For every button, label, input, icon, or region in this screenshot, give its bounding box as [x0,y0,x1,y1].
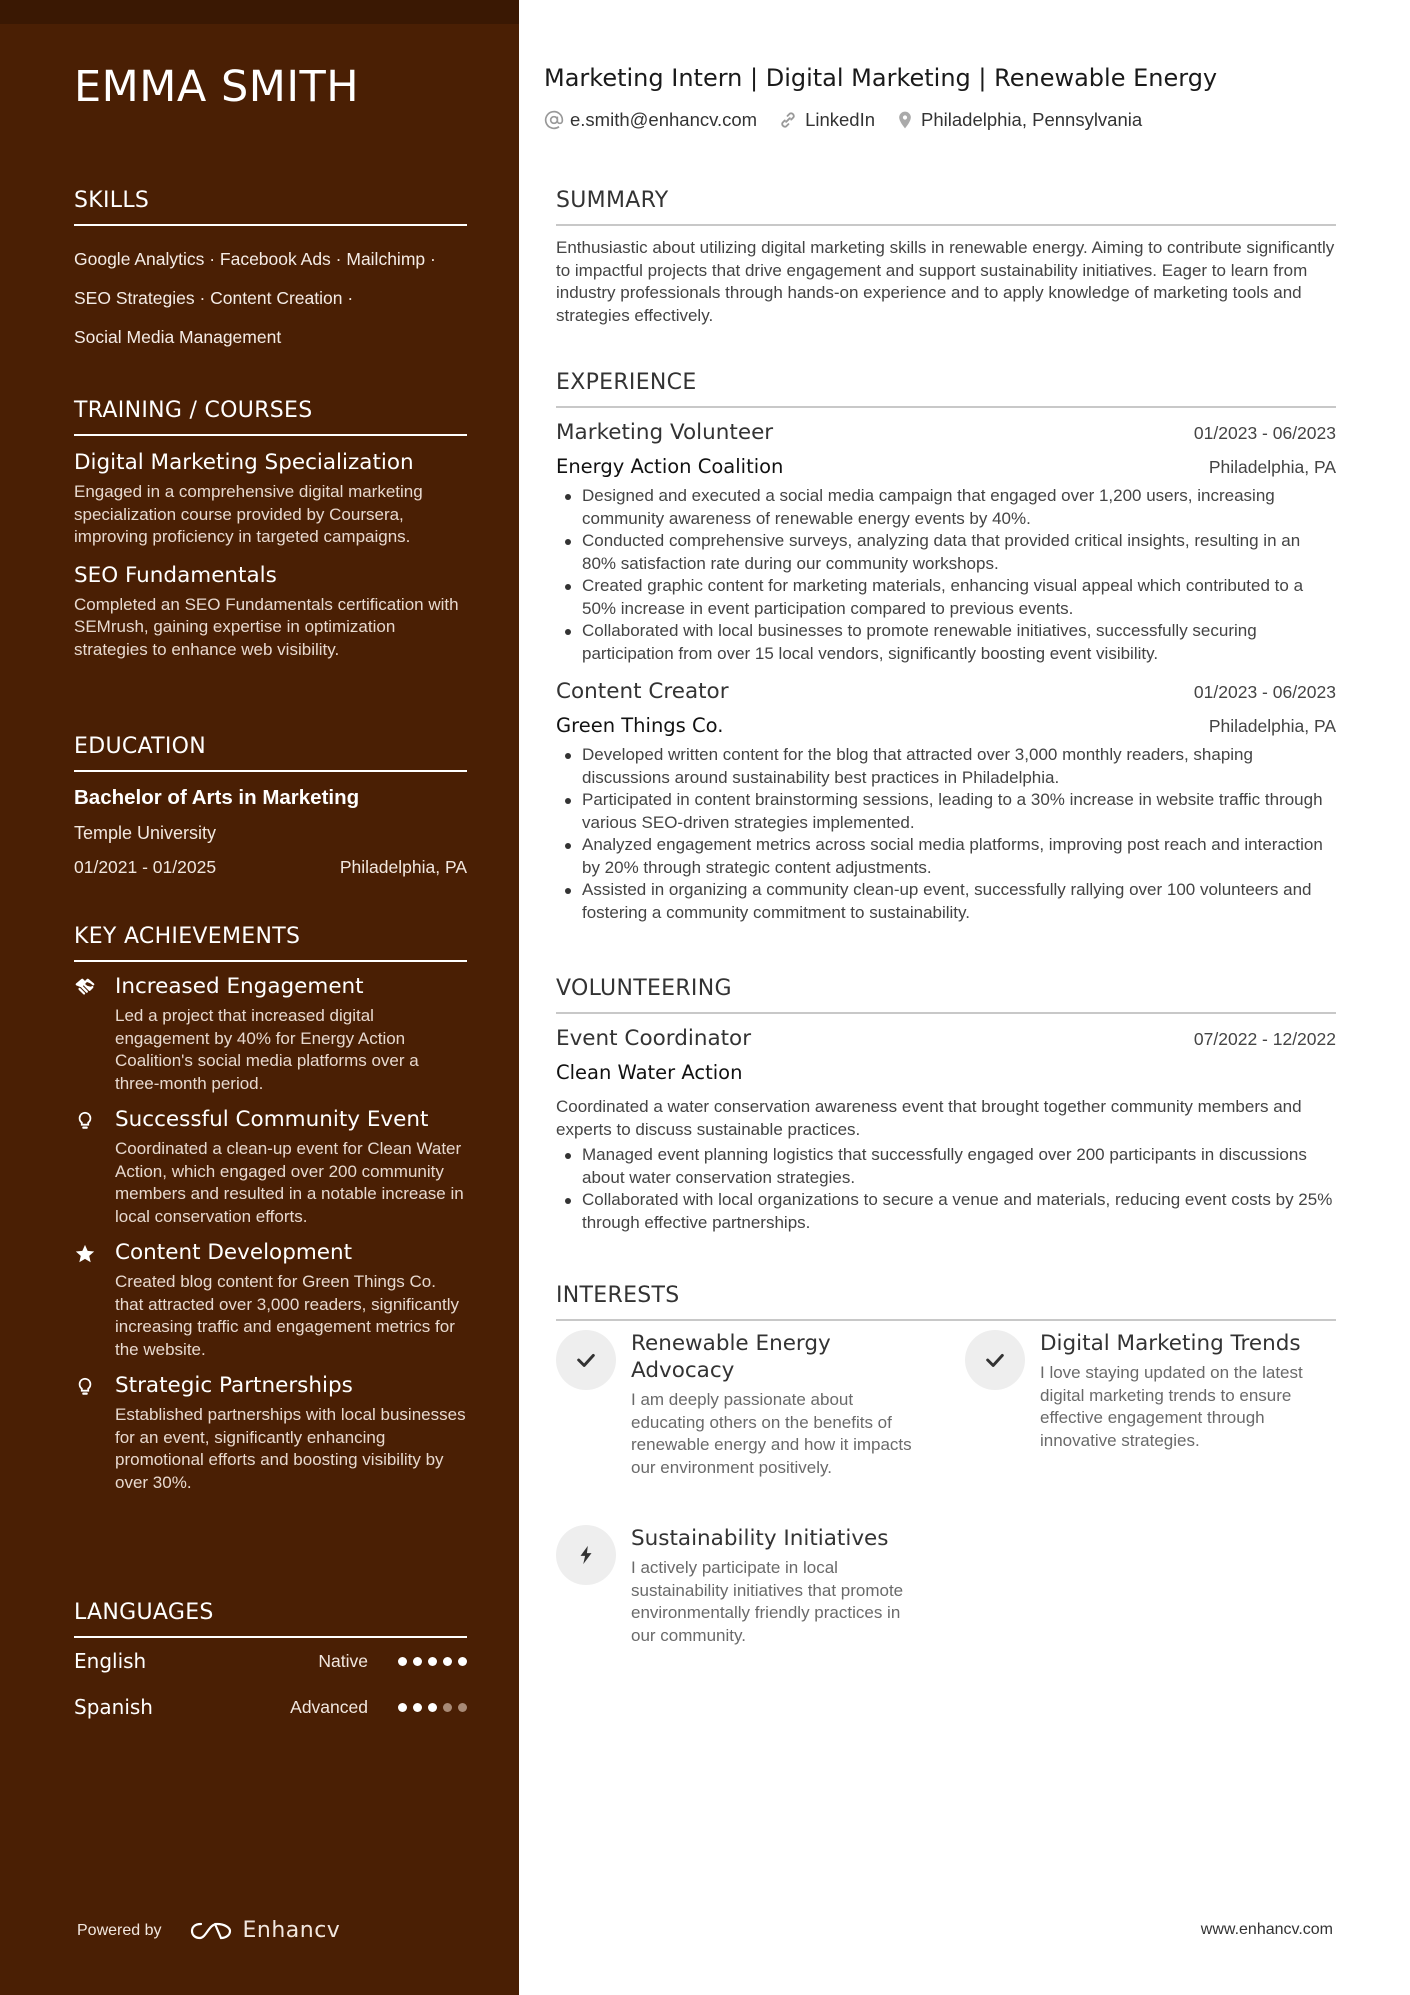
bullet-item: Conducted comprehensive surveys, analyzing data that provided critical insights, resulting in an 80% satisfaction rate during our community workshops. [556,530,1336,575]
powered-by-label: Powered by [77,1921,162,1939]
interest-item [556,1525,916,1647]
achievements-section [74,924,467,1494]
handshake-icon [74,977,96,999]
job-dates: 01/2023 - 06/2023 [1193,682,1336,702]
languages-section [74,1600,467,1730]
achievement-description: Established partnerships with local businesses for an event, significantly enhancing promotional efforts and boosting visibility by over 30%. [115,1405,466,1492]
interest-icon-circle [965,1330,1025,1390]
volunteer-title: Event Coordinator [556,1026,752,1051]
education-section [74,734,467,878]
interest-item [965,1330,1325,1452]
language-rating [398,1657,467,1666]
rating-dot-filled [398,1657,407,1666]
education-dates: 01/2021 - 01/2025 [74,857,217,877]
bullet-item: Analyzed engagement metrics across social media platforms, improving post reach and interaction by 20% through strategic content adjustments. [556,834,1336,879]
job-entry [556,420,1336,665]
course-item [74,450,467,549]
volunteer-organization: Clean Water Action [556,1061,743,1084]
enhancv-logo[interactable] [189,1918,341,1943]
skill-line: Social Media Management [74,327,282,347]
rating-dot-filled [458,1657,467,1666]
education-location: Philadelphia, PA [339,857,467,877]
job-bullets [556,485,1336,665]
course-item [74,563,467,662]
training-section [74,398,467,661]
bullet-item: Managed event planning logistics that successfully engaged over 200 participants in discussions about water conservation strategies. [556,1144,1336,1189]
language-rating [398,1703,467,1712]
job-title: Marketing Volunteer [556,420,774,445]
skill-line: SEO Strategies · Content Creation · [74,288,354,308]
linkedin-text: LinkedIn [805,109,876,130]
achievements-heading: KEY ACHIEVEMENTS [74,924,467,962]
check-icon [984,1349,1006,1371]
achievement-title: Increased Engagement [115,974,364,999]
footer-url[interactable]: www.enhancv.com [1200,1921,1333,1938]
language-level: Native [318,1650,368,1671]
bullet-item: Designed and executed a social media campaign that engaged over 1,200 users, increasing community awareness of renewable energy events by 40%. [556,485,1336,530]
interest-title: Digital Marketing Trends [1040,1331,1301,1356]
interests-heading: INTERESTS [556,1283,1336,1321]
language-name: Spanish [74,1695,153,1719]
sidebar [0,0,519,1995]
interest-icon-circle [556,1330,616,1390]
brand-name: Enhancv [242,1918,341,1943]
bullet-item: Collaborated with local businesses to promote renewable initiatives, successfully securing participation from over 15 local vendors, significantly boosting event visibility. [556,620,1336,665]
language-row [74,1684,467,1730]
course-description: Engaged in a comprehensive digital marketing specialization course provided by Coursera, improving proficiency in targeted campaigns. [74,482,423,546]
location-text: Philadelphia, Pennsylvania [921,109,1143,130]
volunteer-description: Coordinated a water conservation awareness event that brought together community members and experts to discuss sustainable practices. [556,1097,1302,1139]
interests-grid [556,1321,1336,1661]
achievement-title: Successful Community Event [115,1107,429,1132]
main-column [519,0,1410,1995]
contact-bar [544,109,1162,131]
interest-title: Sustainability Initiatives [631,1526,889,1551]
languages-heading: LANGUAGES [74,1600,467,1638]
job-location: Philadelphia, PA [1208,457,1336,477]
course-description: Completed an SEO Fundamentals certification with SEMrush, gaining expertise in optimization strategies to enhance web visibility. [74,594,459,659]
summary-section [556,188,1336,327]
summary-text: Enthusiastic about utilizing digital marketing skills in renewable energy. Aiming to contribute significantly to impactful projects that drive engagement and support sustainability initiatives. Eager to learn from industry professionals through hands-on experience and to apply knowledge of marketing tools and strategies effectively. [556,238,1335,325]
bullet-item: Created graphic content for marketing materials, enhancing visual appeal which contributed to a 50% increase in event participation compared to previous events. [556,575,1336,620]
achievement-description: Led a project that increased digital engagement by 40% for Energy Action Coalition's social media platforms over a three-month period. [115,1006,419,1093]
language-level: Advanced [290,1696,368,1717]
course-title: SEO Fundamentals [74,562,277,588]
bullet-item: Assisted in organizing a community clean-up event, successfully rallying over 100 volunteers and fostering a community commitment to sustainability. [556,879,1336,924]
contact-linkedin[interactable] [777,109,875,131]
education-heading: EDUCATION [74,734,467,772]
language-row [74,1638,467,1684]
rating-dot-filled [413,1657,422,1666]
achievement-description: Created blog content for Green Things Co. that attracted over 3,000 readers, significantly increasing traffic and engagement metrics for the website. [115,1272,459,1359]
volunteer-entry [556,1026,1336,1234]
bullet-item: Participated in content brainstorming sessions, leading to a 30% increase in website traffic through various SEO-driven strategies implemented. [556,789,1336,834]
degree: Bachelor of Arts in Marketing [74,786,360,809]
skill-line: Google Analytics · Facebook Ads · Mailchimp · [74,249,436,269]
job-company: Green Things Co. [556,714,724,737]
headline: Marketing Intern | Digital Marketing | Renewable Energy [544,64,1218,92]
job-entry [556,679,1336,924]
volunteering-section [556,976,1336,1234]
interests-section [556,1283,1336,1661]
volunteering-heading: VOLUNTEERING [556,976,1336,1014]
experience-heading: EXPERIENCE [556,370,1336,408]
job-dates: 01/2023 - 06/2023 [1193,423,1336,443]
achievement-title: Content Development [115,1240,353,1265]
volunteer-bullets [556,1144,1336,1234]
achievement-item [74,1240,467,1361]
achievement-title: Strategic Partnerships [115,1373,353,1398]
achievement-item [74,1373,467,1494]
email-text: e.smith@enhancv.com [570,109,758,130]
rating-dot-filled [413,1703,422,1712]
lightbulb-icon [74,1376,96,1398]
job-company: Energy Action Coalition [556,455,784,478]
rating-dot-empty [443,1703,452,1712]
skills-heading: SKILLS [74,188,467,226]
star-icon [74,1243,96,1265]
interest-title: Renewable Energy Advocacy [631,1331,831,1383]
education-meta [74,857,467,878]
check-icon [575,1349,597,1371]
lightning-icon [575,1544,597,1566]
contact-email[interactable] [544,109,757,131]
rating-dot-filled [428,1703,437,1712]
bullet-item: Developed written content for the blog that attracted over 3,000 monthly readers, shaping discussions around sustainability best practices in Philadelphia. [556,744,1336,789]
course-title: Digital Marketing Specialization [74,450,414,475]
achievement-item [74,974,467,1095]
link-icon [777,109,799,131]
rating-dot-filled [428,1657,437,1666]
interest-icon-circle [556,1525,616,1585]
rating-dot-filled [398,1703,407,1712]
interest-description: I actively participate in local sustainability initiatives that promote environmentally friendly practices in our community. [631,1558,904,1645]
job-bullets [556,744,1336,924]
skills-list [74,240,467,357]
rating-dot-filled [443,1657,452,1666]
lightbulb-icon [74,1110,96,1132]
sidebar-top-band [0,0,519,24]
infinity-logo-icon [189,1920,235,1942]
interest-description: I am deeply passionate about educating others on the benefits of renewable energy and how it impacts our environment positively. [631,1390,912,1477]
job-location: Philadelphia, PA [1208,716,1336,736]
volunteer-dates: 07/2022 - 12/2022 [1193,1029,1336,1049]
powered-by [77,1918,340,1943]
contact-location [895,109,1142,131]
skills-section [74,188,467,357]
interest-description: I love staying updated on the latest digital marketing trends to ensure effective engagement through innovative strategies. [1040,1363,1303,1450]
interest-item [556,1330,916,1479]
at-icon [544,110,564,130]
language-name: English [74,1649,147,1673]
bullet-item: Collaborated with local organizations to secure a venue and materials, reducing event costs by 25% through effective partnerships. [556,1189,1336,1234]
experience-section [556,370,1336,924]
location-pin-icon [895,109,915,131]
school: Temple University [74,823,217,843]
candidate-name: EMMA SMITH [74,62,360,112]
achievement-description: Coordinated a clean-up event for Clean Water Action, which engaged over 200 community members and resulted in a notable increase in local conservation efforts. [115,1139,464,1226]
training-heading: TRAINING / COURSES [74,398,467,436]
job-title: Content Creator [556,679,729,704]
rating-dot-empty [458,1703,467,1712]
summary-heading: SUMMARY [556,188,1336,226]
achievement-item [74,1107,467,1228]
